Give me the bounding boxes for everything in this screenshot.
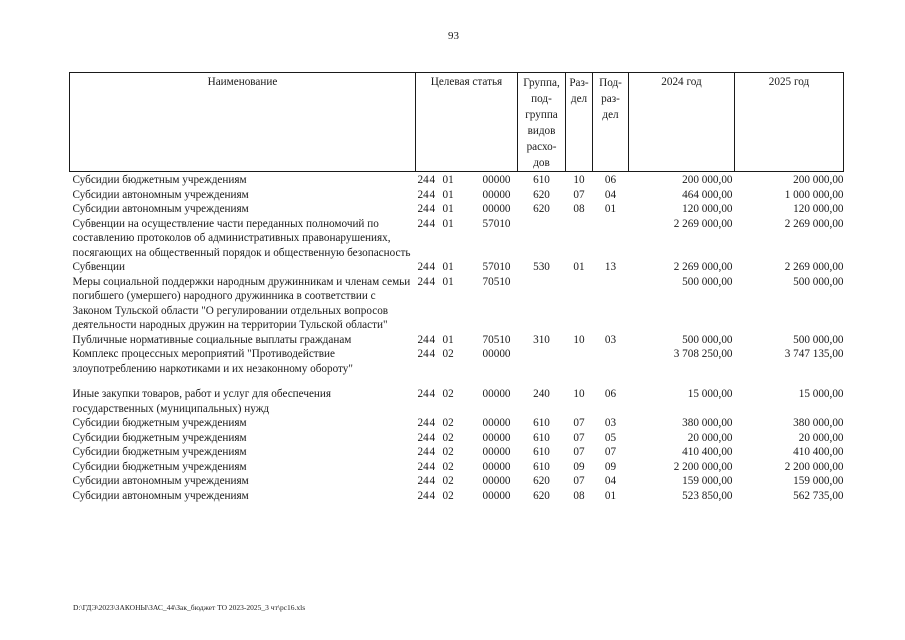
row-amount-2024: 2 200 000,00: [673, 460, 733, 473]
row-name: Комплекс процессных мероприятий "Противодействие злоупотреблению наркотиками и их незаконному обороту": [72, 348, 353, 375]
table-row: [70, 445, 844, 460]
row-section: [566, 275, 593, 333]
row-amount-2024: 500 000,00: [682, 333, 733, 346]
row-group: 610: [533, 174, 550, 186]
row-name: Субсидии бюджетным учреждениям: [72, 417, 247, 429]
row-amount-2024: 120 000,00: [682, 203, 733, 215]
header-year-2025: 2025 год: [735, 73, 844, 172]
table-row: [70, 489, 844, 504]
row-subsection: [593, 275, 629, 333]
row-target-code: 24 4 01 57010: [417, 261, 511, 273]
row-subsection: [593, 217, 629, 261]
table-row: [70, 460, 844, 475]
row-target-code: 24 4 01 70510: [417, 333, 511, 346]
row-group: 310: [533, 333, 550, 346]
table-row: [70, 474, 844, 489]
row-section: 10: [573, 333, 585, 346]
table-row: [70, 260, 844, 275]
table-header-row: [70, 73, 844, 172]
row-amount-2025: 120 000,00: [793, 203, 844, 215]
row-amount-2025: 500 000,00: [793, 275, 844, 288]
row-name: Субсидии автономным учреждениям: [72, 475, 249, 487]
row-group: 610: [533, 446, 550, 458]
row-subsection: 04: [604, 475, 617, 487]
row-section: 07: [573, 417, 585, 429]
row-amount-2024: 20 000,00: [687, 431, 733, 444]
row-name: Субвенции на осуществление части переданных полномочий по составлению протоколов об административных правонарушениях, посягающих на общественный порядок и общественную безопасность: [72, 217, 411, 259]
row-amount-2024: 464 000,00: [682, 188, 733, 201]
table-row: [70, 387, 844, 416]
row-group: [518, 347, 566, 387]
table-row: [70, 275, 844, 333]
table-row: [70, 333, 844, 348]
row-amount-2025: 15 000,00: [798, 388, 844, 400]
row-section: 10: [573, 388, 585, 400]
row-subsection: 04: [604, 188, 617, 201]
row-subsection: 06: [604, 388, 617, 400]
row-target-code: 24 4 01 70510: [417, 275, 511, 288]
row-name: Субсидии бюджетным учреждениям: [72, 174, 247, 186]
row-amount-2024: 3 708 250,00: [673, 348, 733, 360]
row-amount-2025: 159 000,00: [793, 475, 844, 487]
row-name: Субсидии бюджетным учреждениям: [72, 446, 247, 458]
row-name: Субсидии автономным учреждениям: [72, 203, 249, 215]
row-name: Субвенции: [72, 261, 125, 273]
row-amount-2024: 500 000,00: [682, 275, 733, 288]
row-section: 07: [573, 431, 585, 444]
row-subsection: 07: [604, 446, 617, 458]
row-amount-2025: 20 000,00: [798, 431, 844, 444]
row-group: 610: [533, 417, 550, 429]
row-group: 620: [533, 489, 550, 502]
row-group: [518, 275, 566, 333]
row-amount-2025: 1 000 000,00: [784, 188, 844, 201]
row-amount-2024: 15 000,00: [687, 388, 733, 400]
row-amount-2025: 2 269 000,00: [784, 217, 844, 230]
row-target-code: 24 4 02 00000: [417, 475, 511, 487]
row-section: 07: [573, 188, 585, 201]
row-subsection: 13: [604, 261, 617, 273]
row-amount-2025: 3 747 135,00: [784, 348, 844, 360]
row-target-code: 24 4 02 00000: [417, 348, 511, 360]
row-subsection: 09: [604, 460, 617, 473]
row-target-code: 24 4 01 00000: [417, 188, 511, 201]
row-amount-2024: 159 000,00: [682, 475, 733, 487]
row-amount-2024: 200 000,00: [682, 174, 733, 186]
header-section: Раз- дел: [566, 73, 593, 172]
row-target-code: 24 4 02 00000: [417, 489, 511, 502]
row-name: Субсидии автономным учреждениям: [72, 489, 249, 502]
row-target-code: 24 4 01 00000: [417, 203, 511, 215]
row-group: 620: [533, 188, 550, 201]
table-row: [70, 202, 844, 217]
row-amount-2024: 523 850,00: [682, 489, 733, 502]
table-row: [70, 431, 844, 446]
row-subsection: 01: [604, 489, 617, 502]
row-group: 530: [533, 261, 550, 273]
header-year-2024: 2024 год: [629, 73, 735, 172]
row-section: 10: [573, 174, 585, 186]
row-target-code: 24 4 02 00000: [417, 417, 511, 429]
row-amount-2024: 2 269 000,00: [673, 261, 733, 273]
row-target-code: 24 4 02 00000: [417, 460, 511, 473]
row-group: 620: [533, 203, 550, 215]
page-number: 93: [448, 30, 459, 42]
row-name: Меры социальной поддержки народным дружинникам и членам семьи погибшего (умершего) народного дружинника в соответствии с Законом Тульской области "О регулировании отдельных вопросов деятельности народных дружин на территории Тульской области": [72, 275, 411, 331]
row-group: 610: [533, 431, 550, 444]
header-target-article: Целевая статья: [416, 73, 518, 172]
row-group: 240: [533, 388, 550, 400]
row-amount-2025: 562 735,00: [793, 489, 844, 502]
table-row: [70, 416, 844, 431]
row-target-code: 24 4 02 00000: [417, 388, 511, 400]
row-amount-2025: 500 000,00: [793, 333, 844, 346]
row-section: 08: [573, 489, 585, 502]
row-group: 620: [533, 475, 550, 487]
budget-table: [69, 72, 844, 503]
row-name: Публичные нормативные социальные выплаты гражданам: [72, 333, 352, 346]
row-section: 08: [573, 203, 585, 215]
row-target-code: 24 4 02 00000: [417, 446, 511, 458]
header-group: Группа, под- группа видов расхо- дов: [518, 73, 566, 172]
row-amount-2024: 410 400,00: [682, 446, 733, 458]
row-amount-2024: 380 000,00: [682, 417, 733, 429]
row-subsection: 05: [604, 431, 617, 444]
row-amount-2024: 2 269 000,00: [673, 217, 733, 230]
row-section: 01: [573, 261, 585, 273]
row-subsection: 03: [604, 417, 617, 429]
row-section: 09: [573, 460, 585, 473]
row-amount-2025: 2 200 000,00: [784, 460, 844, 473]
row-amount-2025: 380 000,00: [793, 417, 844, 429]
row-subsection: [593, 347, 629, 387]
row-subsection: 01: [604, 203, 617, 215]
table-row: [70, 347, 844, 387]
row-section: 07: [573, 446, 585, 458]
row-section: [566, 347, 593, 387]
row-section: [566, 217, 593, 261]
row-group: [518, 217, 566, 261]
table-row: [70, 172, 844, 188]
row-subsection: 03: [604, 333, 617, 346]
row-subsection: 06: [604, 174, 617, 186]
row-name: Субсидии автономным учреждениям: [72, 188, 249, 201]
row-target-code: 24 4 01 00000: [417, 174, 511, 186]
row-group: 610: [533, 460, 550, 473]
header-subsection: Под- раз- дел: [593, 73, 629, 172]
row-name: Субсидии бюджетным учреждениям: [72, 460, 247, 473]
row-name: Субсидии бюджетным учреждениям: [72, 431, 247, 444]
table-row: [70, 188, 844, 203]
row-name: Иные закупки товаров, работ и услуг для обеспечения государственных (муниципальных) нужд: [72, 388, 332, 415]
row-target-code: 24 4 01 57010: [417, 217, 511, 230]
row-amount-2025: 2 269 000,00: [784, 261, 844, 273]
row-target-code: 24 4 02 00000: [417, 431, 511, 444]
footer-file-path: D:\ГДЭ\2023\ЗАКОНЫ\ЗАС_44\Зак_бюджет ТО 2023-2025_3 чт\рс16.xls: [73, 603, 306, 612]
row-amount-2025: 410 400,00: [793, 446, 844, 458]
header-name: Наименование: [70, 73, 416, 172]
row-section: 07: [573, 475, 585, 487]
row-amount-2025: 200 000,00: [793, 174, 844, 186]
table-row: [70, 217, 844, 261]
